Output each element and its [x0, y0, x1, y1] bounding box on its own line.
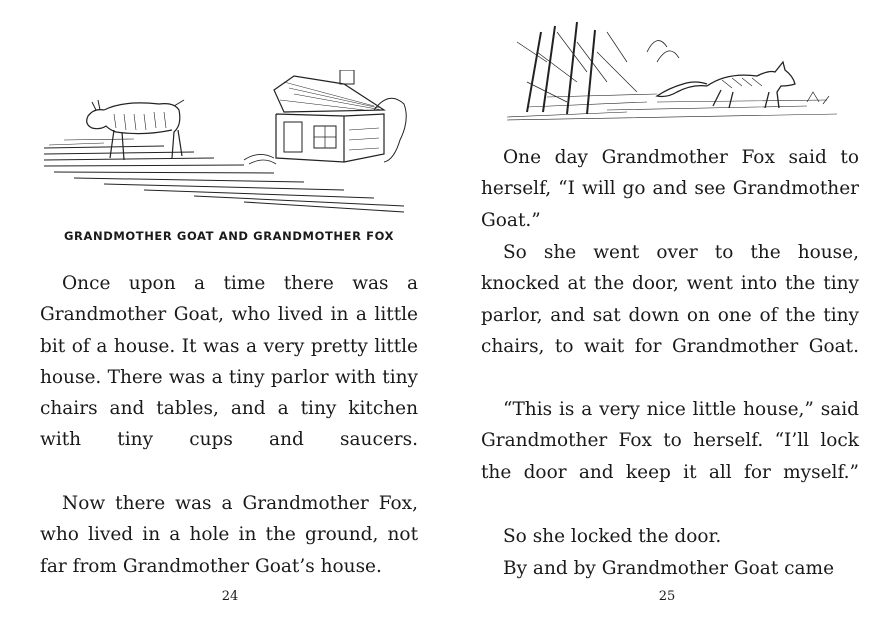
page-number-left: 24 [221, 589, 239, 604]
right-page [447, 0, 894, 617]
right-paragraph-4: So she locked the door. [503, 526, 722, 547]
right-paragraph-1: One day Grandmother Fox said to herself, “I will go and see Grandmother Goat.” [481, 147, 859, 231]
chapter-heading: GRANDMOTHER GOAT AND GRANDMOTHER FOX [63, 229, 395, 243]
right-paragraph-5: By and by Grandmother Goat came [503, 558, 835, 579]
right-paragraph-3: “This is a very nice little house,” said Grandmother Fox to herself. “I’ll lock the door and keep it all for myself.” [481, 399, 859, 483]
page-number-right: 25 [658, 589, 676, 604]
fox-in-woods-illustration [507, 22, 839, 122]
left-paragraph-1: Once upon a time there was a Grandmother Goat, who lived in a little bit of a house. It was a very pretty little house. There was a tiny parlor with tiny chairs and tables, and a tiny kitchen with tiny cups and saucers. [40, 273, 418, 451]
goat-and-cottage-illustration [44, 70, 410, 218]
left-paragraph-2: Now there was a Grandmother Fox, who lived in a hole in the ground, not far from Grandmother Goat’s house. [40, 493, 418, 577]
right-paragraph-2: So she went over to the house, knocked at the door, went into the tiny parlor, and sat down on one of the tiny chairs, to wait for Grandmother Goat. [481, 242, 859, 357]
